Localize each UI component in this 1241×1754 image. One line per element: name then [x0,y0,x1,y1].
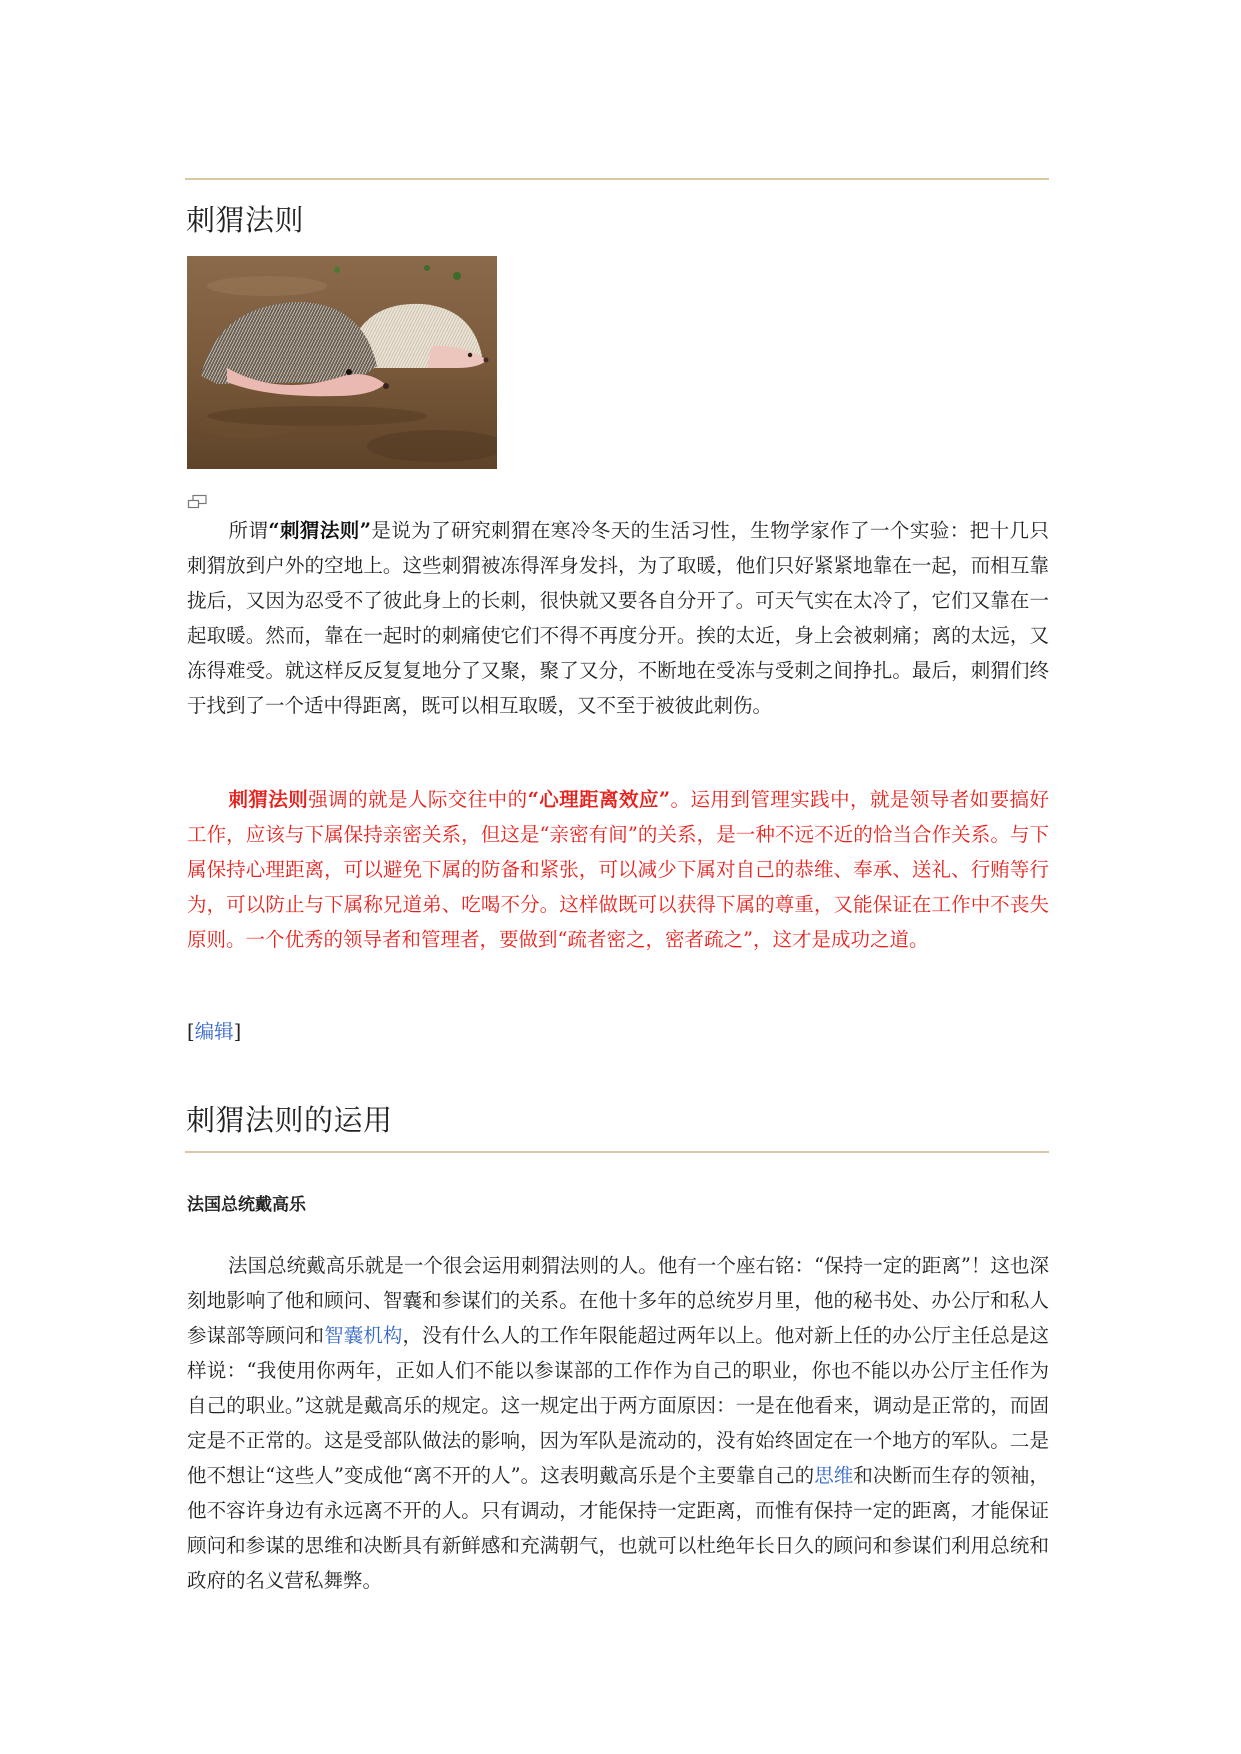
section-divider [185,1151,1049,1153]
intro-body: 是说为了研究刺猬在寒冷冬天的生活习性，生物学家作了一个实验：把十几只刺猬放到户外的空地上。这些刺猬被冻得浑身发抖，为了取暖，他们只好紧紧地靠在一起，而相互靠拢后，又因为忍受不了彼此身上的长刺，很快就又要各自分开了。可天气实在太冷了，它们又靠在一起取暖。然而，靠在一起时的刺痛使它们不得不再度分开。挨的太近，身上会被刺痛；离的太远，又冻得难受。就这样反反复复地分了又聚，聚了又分，不断地在受冻与受刺之间挣扎。最后，刺猬们终于找到了一个适中得距离，既可以相互取暖，又不至于被彼此刺伤。 [187,519,1049,717]
top-divider [185,178,1049,180]
edit-link[interactable]: 编辑 [194,1020,234,1043]
hedgehog-law-term-red: 刺猬法则 [228,788,309,811]
edit-section-control: [编辑] [187,1020,242,1043]
intro-lead: 所谓 [228,519,269,542]
enlarge-image-icon[interactable] [187,494,209,510]
subsection-title-de-gaulle: 法国总统戴高乐 [187,1195,306,1215]
section-title-application: 刺猬法则的运用 [186,1103,393,1137]
thinking-link[interactable]: 思维 [814,1464,854,1487]
hedgehog-photo[interactable] [187,256,497,469]
think-tank-link[interactable]: 智囊机构 [324,1324,403,1347]
section-title-hedgehog-law: 刺猬法则 [186,203,305,237]
emphasis-body: 。运用到管理实践中，就是领导者如要搞好工作，应该与下属保持亲密关系，但这是“亲密有间”的关系，是一种不远不近的恰当合作关系。与下属保持心理距离，可以避免下属的防备和紧张，可以减少下属对自己的恭维、奉承、送礼、行贿等行为，可以防止与下属称兄道弟、吃喝不分。这样做既可以获得下属的尊重，又能保证在工作中不丧失原则。一个优秀的领导者和管理者，要做到“疏者密之，密者疏之”，这才是成功之道。 [187,788,1049,951]
intro-paragraph [187,513,1049,723]
de-gaulle-paragraph: 法国总统戴高乐就是一个很会运用刺猬法则的人。他有一个座右铭：“保持一定的距离”！这也深刻地影响了他和顾问、智囊和参谋们的关系。在他十多年的总统岁月里，他的秘书处、办公厅和私人参谋部等顾问和智囊机构，没有什么人的工作年限能超过两年以上。他对新上任的办公厅主任总是这样说：“我使用你两年，正如人们不能以参谋部的工作作为自己的职业，你也不能以办公厅主任作为自己的职业。”这就是戴高乐的规定。这一规定出于两方面原因：一是在他看来，调动是正常的，而固定是不正常的。这是受部队做法的影响，因为军队是流动的，没有始终固定在一个地方的军队。二是他不想让“这些人”变成他“离不开的人”。这表明戴高乐是个主要靠自己的思维和决断而生存的领袖，他不容许身边有永远离不开的人。只有调动，才能保持一定距离，而惟有保持一定的距离，才能保证顾问和参谋的思维和决断具有新鲜感和充满朝气，也就可以杜绝年长日久的顾问和参谋们利用总统和政府的名义营私舞弊。 [187,1254,1049,1592]
psych-distance-term: “心理距离效应” [527,788,671,811]
emphasis-mid: 强调的就是人际交往中的 [308,788,528,811]
emphasis-paragraph [187,782,1049,957]
hedgehog-law-term: “刺猬法则” [268,519,371,542]
